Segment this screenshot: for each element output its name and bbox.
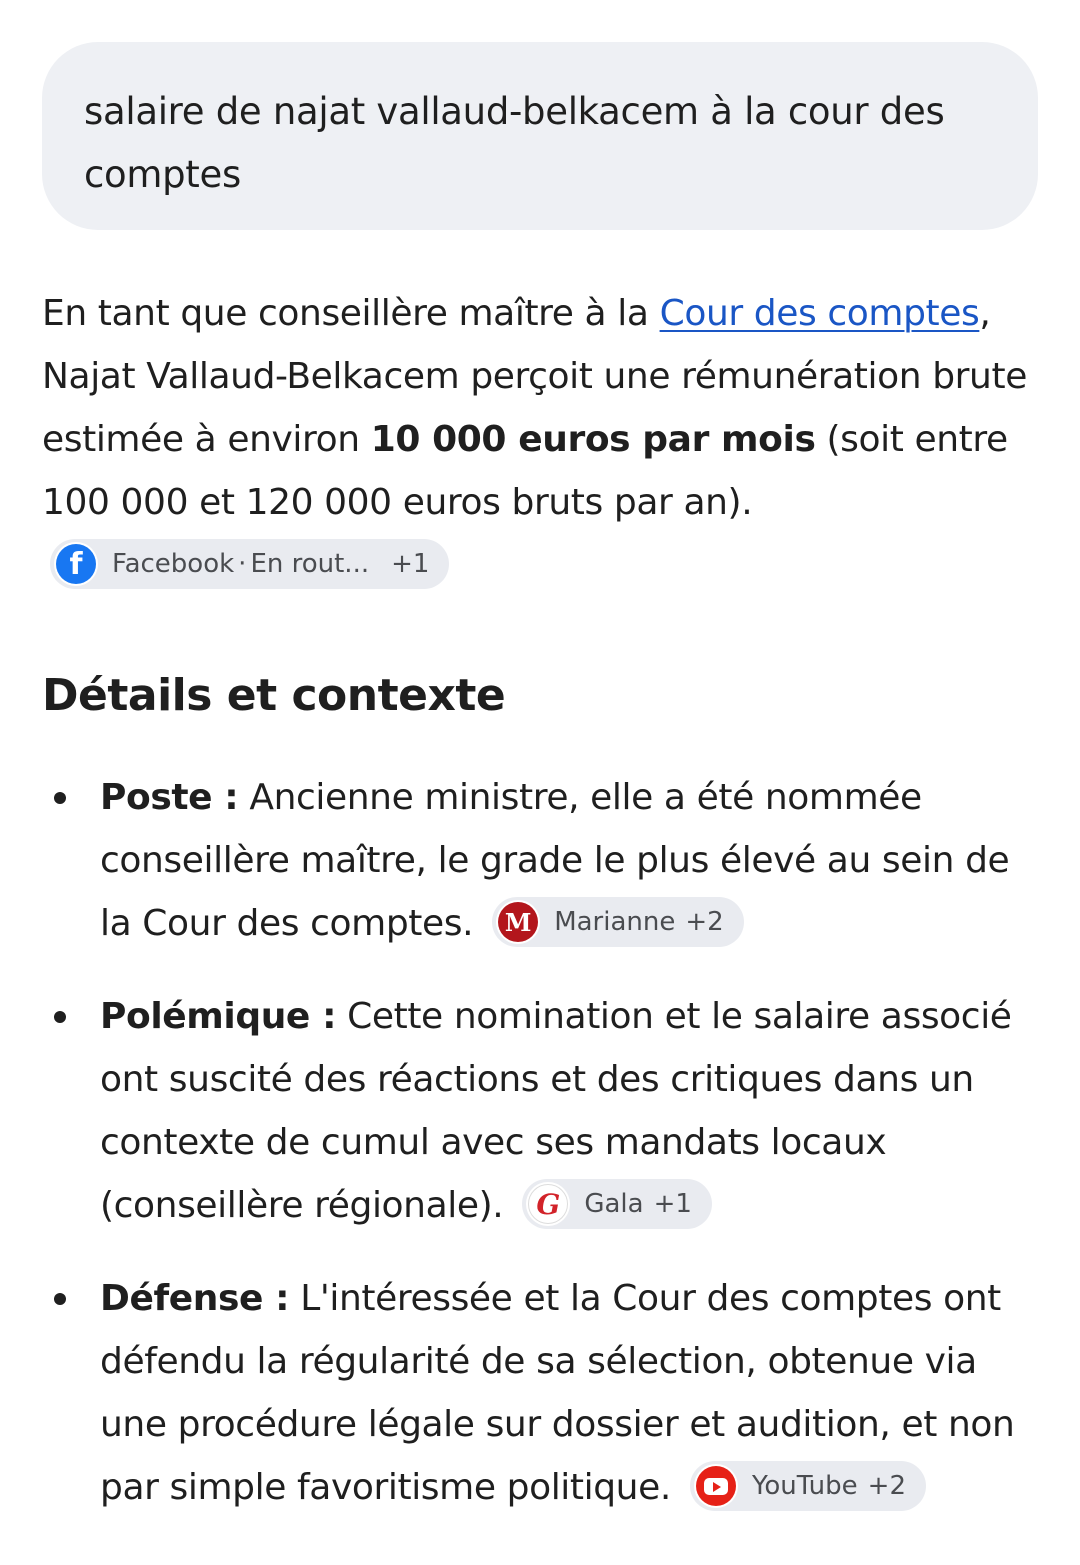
list-item (42, 766, 1042, 955)
source-chip-extra-count: +2 (685, 906, 724, 937)
source-chip-extra-count: +2 (867, 1470, 906, 1501)
source-chip-gala[interactable] (522, 1179, 712, 1229)
youtube-icon (694, 1464, 738, 1508)
source-chip-label: YouTube (751, 1470, 858, 1501)
source-chip-label: Gala (584, 1188, 644, 1219)
section-heading: Détails et contexte (42, 670, 506, 721)
list-item-text: Cette nomination et le salaire associé ont suscité des réactions et des critiques dans un contexte de cumul avec ses mandats locaux (conseillère régionale). (100, 996, 1012, 1226)
source-chip-marianne[interactable] (492, 897, 744, 947)
source-chip-sublabel: En rout... (250, 548, 370, 579)
bullet-icon (54, 1011, 66, 1023)
list-item-text: Ancienne ministre, elle a été nommée conseillère maître, le grade le plus élevé au sein de la Cour des comptes. (100, 777, 1010, 944)
answer-intro-text: En tant que conseillère maître à la (42, 293, 660, 334)
source-chip-separator: · (238, 548, 247, 579)
facebook-icon: f (54, 542, 98, 586)
marianne-icon: M (496, 900, 540, 944)
source-chip-label: Facebook (112, 548, 235, 579)
list-item-title: Défense : (100, 1278, 290, 1319)
gala-icon: G (526, 1182, 570, 1226)
list-item-text: L'intéressée et la Cour des comptes ont défendu la régularité de sa sélection, obtenue via une procédure légale sur dossier et audition, et non par simple favoritisme politique. (100, 1278, 1015, 1508)
bullet-icon (54, 1293, 66, 1305)
cour-des-comptes-link[interactable]: Cour des comptes (659, 293, 980, 334)
user-query-text: salaire de najat vallaud-belkacem à la cour des comptes (84, 90, 945, 196)
answer-paragraph (42, 282, 1042, 597)
list-item (42, 985, 1042, 1237)
source-chip-extra-count: +1 (653, 1188, 692, 1219)
list-item (42, 1267, 1042, 1519)
details-list (42, 766, 1042, 1549)
answer-intro-continued: , Najat Vallaud-Belkacem perçoit une rémunération brute estimée à environ (42, 293, 1027, 460)
list-item-title: Polémique : (100, 996, 337, 1037)
source-chip-youtube[interactable] (690, 1461, 926, 1511)
list-item-title: Poste : (100, 777, 239, 818)
bullet-icon (54, 792, 66, 804)
answer-salary-amount: 10 000 euros par mois (370, 419, 816, 460)
source-chip-label: Marianne (554, 906, 676, 937)
user-query-bubble (42, 42, 1038, 230)
source-chip-extra-count: +1 (391, 548, 430, 579)
answer-intro-end: (soit entre 100 000 et 120 000 euros bruts par an). (42, 419, 1008, 523)
source-chip-facebook[interactable] (50, 539, 449, 589)
